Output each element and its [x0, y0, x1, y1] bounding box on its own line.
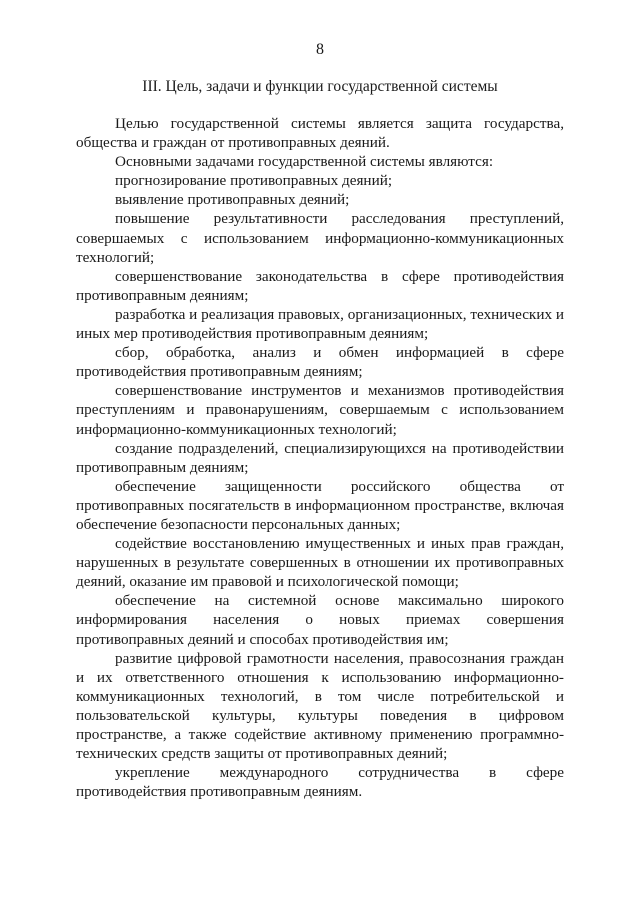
list-item: выявление противоправных деяний; — [115, 191, 350, 209]
list-item: повышение результативности расследования преступлений, совершаемых с использованием информационно-коммуникационных технологий; — [76, 210, 564, 266]
list-item: обеспечение на системной основе максимально широкого информирования населения о новых приемах совершения противоправных деяний и способах противодействия им; — [76, 592, 564, 648]
page-number: 8 — [316, 41, 324, 58]
list-item: развитие цифровой грамотности населения, правосознания граждан и их ответственного отношения к использованию информационно-коммуникационных технологий, в том числе потребительской и пользовательской культуры, культуры поведения в цифровом пространстве, а также содействие активному применению программно-технических средств защиты от противоправных деяний; — [76, 649, 564, 763]
list-item: содействие восстановлению имущественных и иных прав граждан, нарушенных в результате совершенных в отношении их противоправных деяний, оказание им правовой и психологической помощи; — [76, 535, 564, 591]
section-title: III. Цель, задачи и функции государственной системы — [142, 78, 498, 95]
list-item: разработка и реализация правовых, организационных, технических и иных мер противодействия противоправным деяниям; — [76, 305, 564, 343]
list-item: сбор, обработка, анализ и обмен информацией в сфере противодействия противоправным деяниям; — [76, 344, 564, 381]
list-item: совершенствование инструментов и механизмов противодействия преступлениям и правонарушениям, совершаемым с использованием информационно-коммуникационных технологий; — [76, 382, 564, 438]
list-item: обеспечение защищенности российского общества от противоправных посягательств в информационном пространстве, включая обеспечение безопасности персональных данных; — [76, 477, 564, 533]
list-item: укрепление международного сотрудничества в сфере противодействия противоправным деяниям. — [76, 764, 564, 801]
list-item: прогнозирование противоправных деяний; — [115, 172, 393, 190]
document-body — [76, 114, 564, 801]
list-item: создание подразделений, специализирующихся на противодействии противоправным деяниям; — [76, 439, 564, 476]
paragraph-tasks-intro: Основными задачами государственной системы являются: — [115, 153, 494, 171]
list-item: совершенствование законодательства в сфере противодействия противоправным деяниям; — [76, 267, 564, 304]
paragraph-goal: Целью государственной системы является защита государства, общества и граждан от противоправных деяний. — [76, 115, 564, 152]
